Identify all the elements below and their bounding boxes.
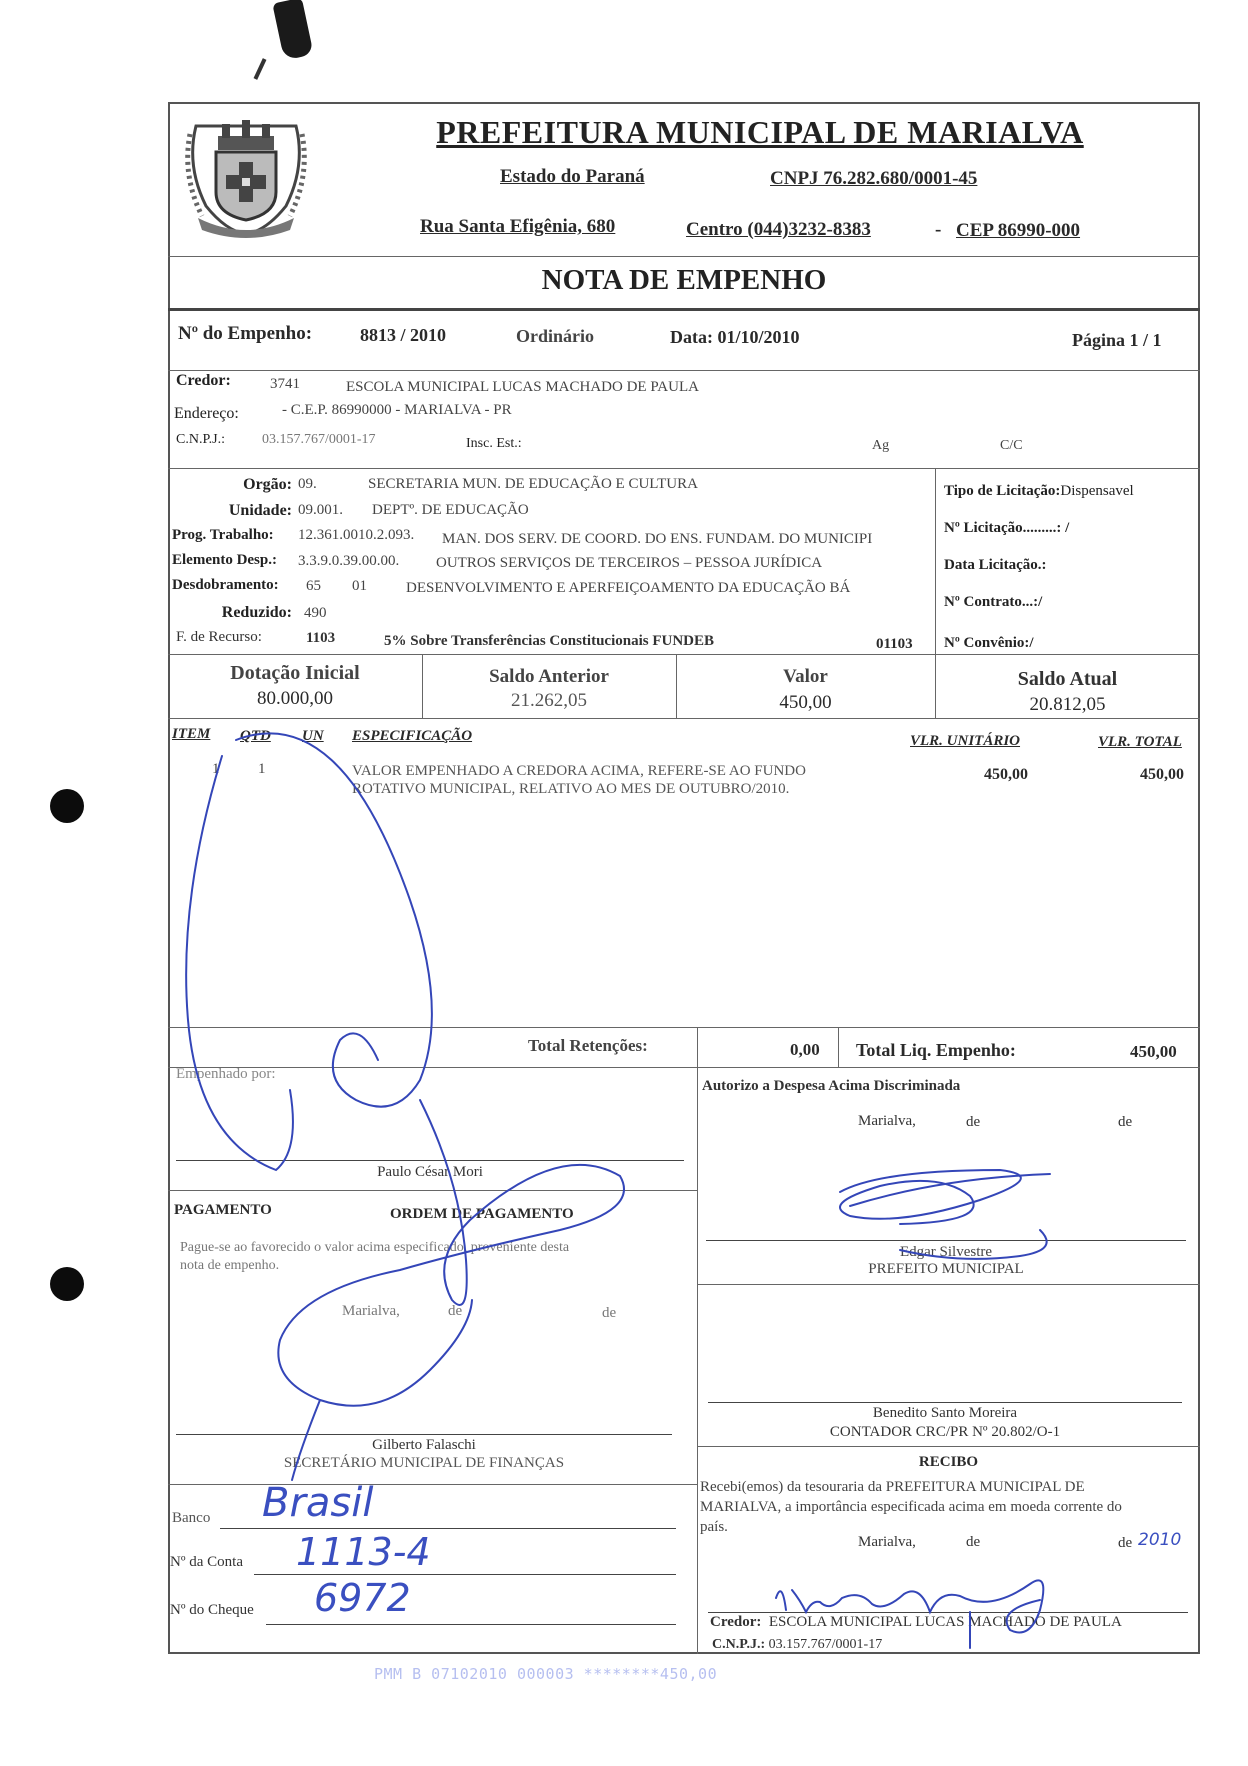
cep-label: CEP 86990-000 [956,220,1081,241]
col-item: ITEM [172,726,211,742]
agency-label: Ag [872,438,890,453]
saldo-atual-value: 20.812,05 [1029,694,1106,715]
cnpj-label: CNPJ 76.282.680/0001-45 [770,168,978,189]
convenio-number: Nº Convênio:/ [944,635,1034,651]
banco-label: Banco [172,1510,211,1526]
banco-handwritten: Brasil [262,1480,374,1526]
ordem-pagamento: ORDEM DE PAGAMENTO [390,1206,574,1222]
prog-trabalho-label: Prog. Trabalho: [172,527,274,543]
page-number: Página 1 / 1 [1072,330,1162,350]
orgao-label: Orgão: [243,476,292,493]
credor-code: 3741 [270,376,300,392]
municipality-title: PREFEITURA MUNICIPAL DE MARIALVA [436,114,1084,150]
autorizo-de1: de [966,1114,981,1130]
item-number: 1 [212,761,220,777]
col-qtd: QTD [240,728,271,744]
item-qtd: 1 [258,761,266,777]
recibo-credor-label: Credor: [710,1614,762,1630]
document-title: NOTA DE EMPENHO [541,264,827,296]
desdobramento-label: Desdobramento: [172,577,279,593]
desdobramento-sub: 01 [352,578,367,594]
endereco-label: Endereço: [174,405,239,422]
scan-mark [272,0,313,60]
tipo-licitacao-value: Dispensavel [1060,483,1134,499]
saldo-anterior-value: 21.262,05 [511,690,587,711]
credor-name: ESCOLA MUNICIPAL LUCAS MACHADO DE PAULA [346,379,699,395]
credor-cnpj: 03.157.767/0001-17 [262,432,376,447]
recibo-credor [710,1614,1122,1631]
conta-label: Nº da Conta [170,1554,243,1570]
recibo-credor-name: ESCOLA MUNICIPAL LUCAS MACHADO DE PAULA [768,1614,1122,1630]
dotacao-inicial-label: Dotação Inicial [230,662,360,684]
retencoes-value: 0,00 [790,1040,820,1059]
licitacao-number: Nº Licitação.........: / [944,520,1070,536]
autorizo-role: PREFEITO MUNICIPAL [868,1261,1024,1277]
pagamento-de2: de [602,1305,617,1321]
conta-handwritten: 1113-4 [296,1530,431,1574]
payment-stamp: PMM B 07102010 000003 ********450,00 [374,1665,718,1683]
recibo-place: Marialva, [858,1534,916,1550]
recibo-line2: MARIALVA, a importância especificada acima em moeda corrente do [700,1499,1122,1515]
credor-cnpj-label: C.N.P.J.: [176,432,226,447]
recibo-cnpj-label: C.N.P.J.: [712,1637,766,1652]
cheque-label: Nº do Cheque [170,1602,254,1618]
col-vlr-unitario: VLR. UNITÁRIO [910,733,1021,749]
unidade-code: 09.001. [298,502,343,518]
tipo-licitacao-label-text: Tipo de Licitação: [944,483,1061,499]
insc-est-label: Insc. Est.: [466,436,522,451]
unidade-label: Unidade: [228,502,292,519]
col-especificacao: ESPECIFICAÇÃO [352,728,473,744]
coat-of-arms [176,106,316,244]
street-address: Rua Santa Efigênia, 680 [420,216,616,237]
punch-hole [50,789,84,823]
autorizo-de2: de [1118,1114,1133,1130]
prog-trabalho-code: 12.361.0010.2.093. [298,527,415,543]
col-un: UN [302,728,324,744]
fonte-code: 1103 [306,630,336,646]
fonte-name: 5% Sobre Transferências Constitucionais FUNDEB [384,633,715,649]
autorizo-place: Marialva, [858,1113,916,1129]
contador-role: CONTADOR CRC/PR Nº 20.802/O-1 [829,1424,1061,1440]
item-desc-line2: ROTATIVO MUNICIPAL, RELATIVO AO MES DE OUTUBRO/2010. [352,781,790,797]
empenho-number: 8813 / 2010 [360,325,447,345]
contador-signer: Benedito Santo Moreira [872,1405,1018,1421]
state-label: Estado do Paraná [500,166,645,187]
pagamento-text-line1: Pague-se ao favorecido o valor acima especificado, proveniente desta [180,1240,570,1255]
contrato-number: Nº Contrato...:/ [944,594,1043,610]
desdobramento-code: 65 [306,578,321,594]
credor-label: Credor: [176,372,231,389]
pagamento-text-line2: nota de empenho. [180,1258,280,1273]
autorizo-signer: Edgar Silvestre [899,1244,993,1260]
item-unit-price: 450,00 [984,766,1028,783]
punch-hole [50,1267,84,1301]
scan-mark [254,58,267,80]
dotacao-inicial-value: 80.000,00 [257,688,333,709]
recibo-title: RECIBO [918,1454,979,1470]
recibo-line1: Recebi(emos) da tesouraria da PREFEITURA MUNICIPAL DE [700,1479,1085,1495]
recibo-line3: país. [700,1519,728,1535]
item-desc-line1: VALOR EMPENHADO A CREDORA ACIMA, REFERE-SE AO FUNDO [352,763,806,779]
elemento-name: OUTROS SERVIÇOS DE TERCEIROS – PESSOA JURÍDICA [436,555,823,571]
recibo-cnpj [712,1637,882,1653]
liquido-value: 450,00 [1130,1042,1177,1061]
fonte-label: F. de Recurso: [176,629,262,645]
empenhado-signer: Paulo César Mori [377,1164,483,1180]
elemento-label: Elemento Desp.: [172,552,277,568]
valor-value: 450,00 [779,692,832,713]
tipo-licitacao-label [944,483,1134,500]
account-label: C/C [1000,438,1023,453]
unidade-name: DEPTº. DE EDUCAÇÃO [372,502,529,518]
prog-trabalho-name: MAN. DOS SERV. DE COORD. DO ENS. FUNDAM. DO MUNICIPI [442,531,873,547]
pagamento-signer: Gilberto Falaschi [372,1437,476,1453]
recibo-year-handwritten: 2010 [1138,1530,1182,1550]
cheque-handwritten: 6972 [314,1576,411,1620]
reduzido-label: Reduzido: [221,604,292,621]
fonte-number: 01103 [876,636,913,652]
empenho-type: Ordinário [516,326,595,346]
empenho-date: Data: 01/10/2010 [670,327,800,347]
saldo-anterior-label: Saldo Anterior [489,666,609,687]
orgao-name: SECRETARIA MUN. DE EDUCAÇÃO E CULTURA [368,476,698,492]
item-total-price: 450,00 [1140,766,1184,783]
autorizo-title: Autorizo a Despesa Acima Discriminada [702,1078,961,1094]
valor-label: Valor [783,666,828,687]
empenho-number-label: Nº do Empenho: [178,323,313,344]
recibo-de1: de [966,1534,981,1550]
endereco-value: - C.E.P. 86990000 - MARIALVA - PR [282,402,512,418]
district-phone: Centro (044)3232-8383 [686,219,871,240]
saldo-atual-label: Saldo Atual [1017,668,1118,690]
orgao-code: 09. [298,476,317,492]
pagamento-place: Marialva, [342,1303,400,1319]
header-dash: - [935,219,942,240]
desdobramento-name: DESENVOLVIMENTO E APERFEIÇOAMENTO DA EDUCAÇÃO BÁ [406,580,851,596]
empenhado-por-label: Empenhado por: [176,1066,276,1082]
reduzido-code: 490 [304,605,327,621]
liquido-label: Total Liq. Empenho: [856,1040,1016,1060]
pagamento-role: SECRETÁRIO MUNICIPAL DE FINANÇAS [283,1455,565,1471]
recibo-cnpj-value: 03.157.767/0001-17 [768,1637,883,1652]
col-vlr-total: VLR. TOTAL [1098,734,1182,750]
retencoes-label: Total Retenções: [528,1036,648,1055]
licitacao-date: Data Licitação.: [944,557,1047,573]
recibo-de2: de [1118,1535,1133,1551]
pagamento-title: PAGAMENTO [174,1202,272,1218]
pagamento-de1: de [448,1303,463,1319]
elemento-code: 3.3.9.0.39.00.00. [298,553,400,569]
